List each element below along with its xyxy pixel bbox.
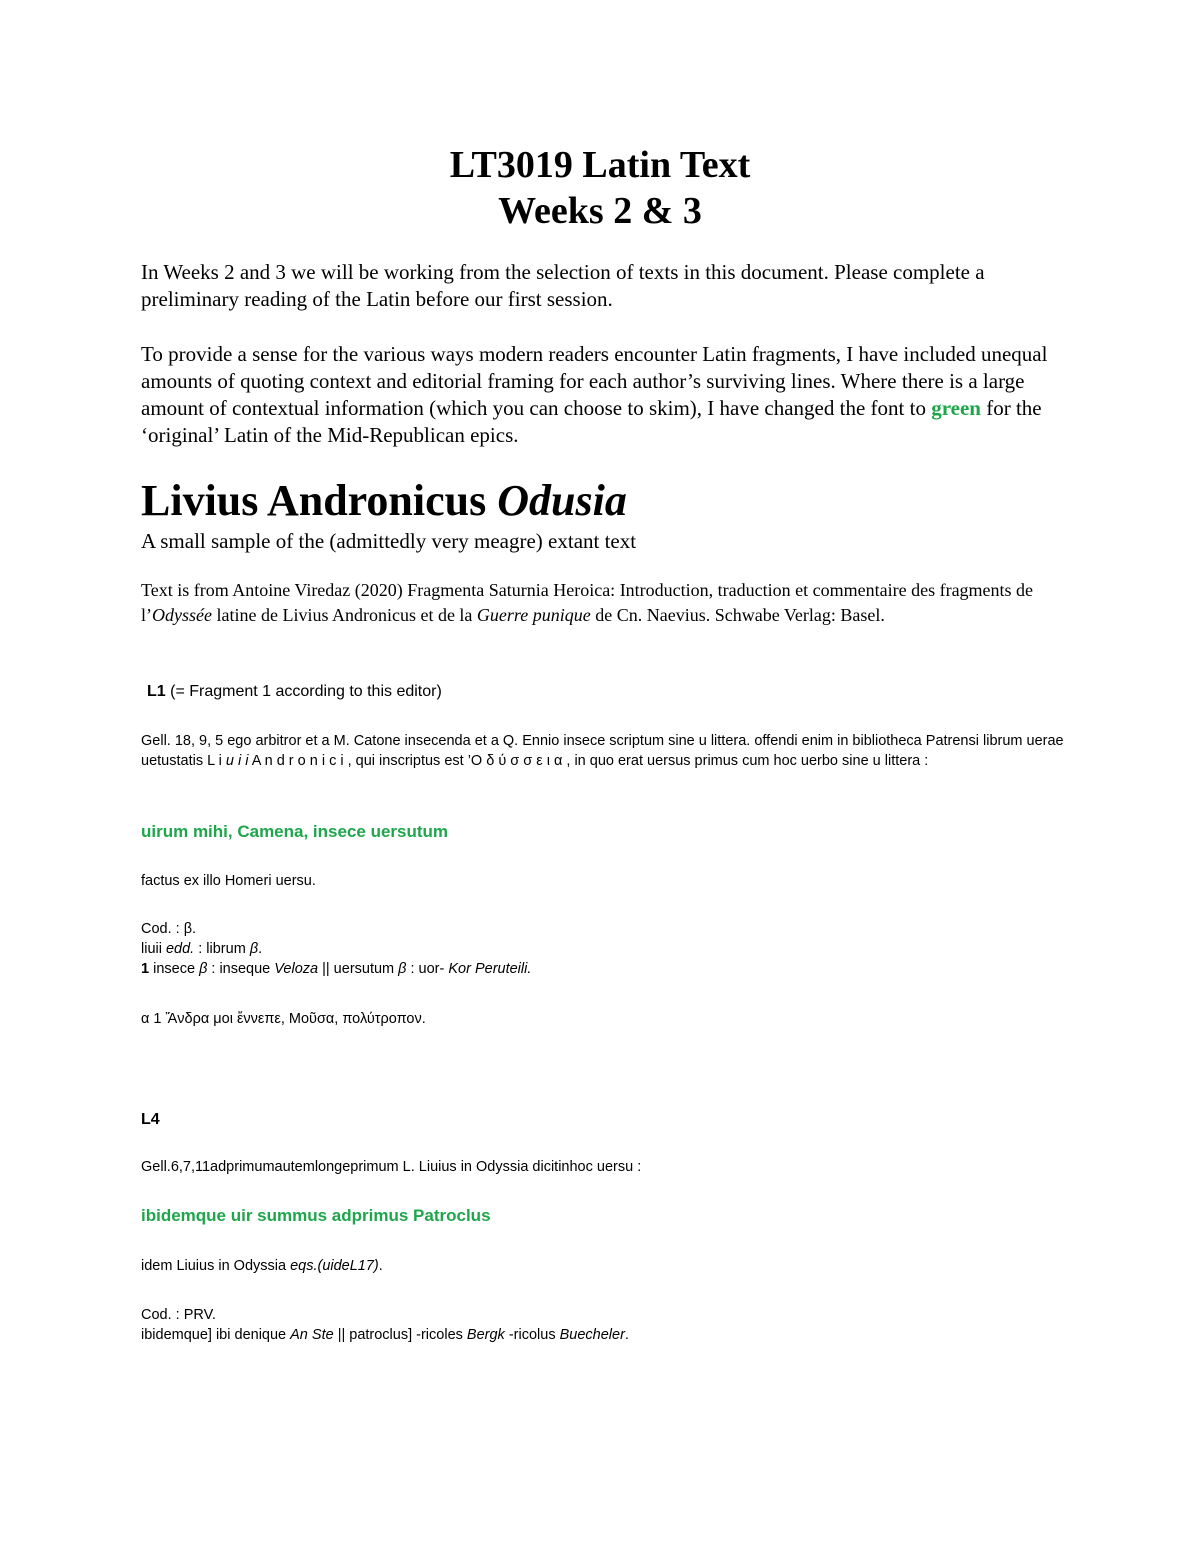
- apparatus-line-3: 1 insece β : inseque Veloza || uersutum β : uor- Kor Peruteili.: [141, 961, 532, 977]
- heading-title-italic: Odusia: [497, 476, 627, 525]
- intro-paragraph-2: To provide a sense for the various ways modern readers encounter Latin fragments, I have included unequal amounts of quoting context and editorial framing for each author’s surviving lines. Where there is a large amount of contextual information (which you can choose to skim), I have changed the font to green for the ‘original’ Latin of the Mid-Republican epics.: [141, 342, 1048, 447]
- fragment-l1-verse: uirum mihi, Camena, insece uersutum: [141, 822, 449, 841]
- section-subtitle: A small sample of the (admittedly very meagre) extant text: [141, 529, 637, 553]
- apparatus-line-2: liuii edd. : librum β.: [141, 941, 263, 957]
- title-line-course: LT3019 Latin Text: [449, 144, 751, 186]
- fragment-l4-apparatus: [141, 1305, 1071, 1345]
- fragment-l1-greek: α 1 Ἄνδρα μοι ἔννεπε, Μοῦσα, πολύτροπον.: [141, 1011, 426, 1027]
- fragment-heading-l1: L1 (= Fragment 1 according to this editor): [147, 683, 442, 700]
- document-title: [0, 142, 1200, 234]
- intro-paragraph-1: In Weeks 2 and 3 we will be working from the selection of texts in this document. Please complete a preliminary reading of the Latin before our first session.: [141, 260, 985, 311]
- fragment-l4-note: idem Liuius in Odyssia eqs.(uideL17).: [141, 1258, 383, 1274]
- section-heading: Livius Andronicus Odusia: [141, 476, 627, 525]
- fragment-l4-verse: ibidemque uir summus adprimus Patroclus: [141, 1206, 491, 1225]
- apparatus-codex: Cod. : β.: [141, 921, 197, 937]
- apparatus-line-l4: ibidemque] ibi denique An Ste || patroclus] -ricoles Bergk -ricolus Buecheler.: [141, 1327, 629, 1343]
- title-line-weeks: Weeks 2 & 3: [498, 190, 702, 232]
- fragment-l1-context: Gell. 18, 9, 5 ego arbitror et a M. Catone insecenda et a Q. Ennio insece scriptum sine u littera. offendi enim in bibliotheca Patrensi librum uerae uetustatis L i u i i A n d r o n i c i , qui inscriptus est ’Ο δ ύ σ σ ε ι α , in quo erat uersus primus cum hoc uerbo sine u littera :: [141, 733, 1064, 769]
- apparatus-codex-l4: Cod. : PRV.: [141, 1307, 216, 1323]
- fragment-heading-l4: L4: [141, 1111, 160, 1128]
- source-citation: Text is from Antoine Viredaz (2020) Fragmenta Saturnia Heroica: Introduction, traduction et commentaire des fragments de l’Odyssée latine de Livius Andronicus et de la Guerre punique de Cn. Naevius. Schwabe Verlag: Basel.: [141, 580, 1034, 625]
- fragment-l4-context: Gell.6,7,11adprimumautemlongeprimum L. Liuius in Odyssia dicitinhoc uersu :: [141, 1159, 642, 1175]
- green-word: green: [931, 396, 981, 420]
- fragment-l1-apparatus: [141, 919, 1071, 979]
- fragment-l1-note: factus ex illo Homeri uersu.: [141, 873, 316, 889]
